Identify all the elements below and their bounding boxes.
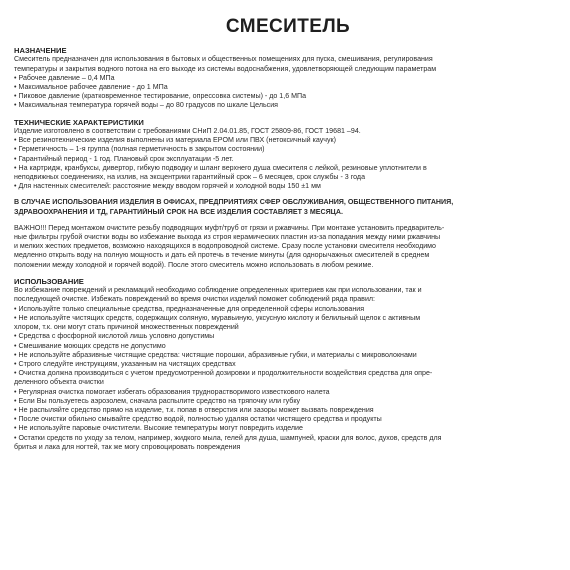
purpose-line: температуры и закрытия водного потока на его выходе из системы водоснабжения, удовлетворяющей следующим параметрам — [14, 64, 437, 73]
specs-line: • Для настенных смесителей: расстояние между вводом горячей и холодной воды 150 ±1 мм — [14, 182, 321, 191]
specs-heading: ТЕХНИЧЕСКИЕ ХАРАКТЕРИСТИКИ — [14, 117, 144, 127]
purpose-line: • Максимальное рабочее давление - до 1 МПа — [14, 83, 168, 92]
specs-line: неподвижных соединениях, на излив, на эксцентрики гарантийный срок – 6 месяцев, срок службы - 3 года — [14, 173, 366, 182]
usage-body — [14, 286, 562, 452]
specs-line: • Гарантийный период - 1 год. Плановый срок эксплуатации -5 лет. — [14, 154, 234, 163]
purpose-line: Смеситель предназначен для использования в бытовых и общественных помещениях для пуска, смешивания, регулирования — [14, 55, 433, 64]
usage-line: • Не используйте паровые очистители. Высокие температуры могут повредить изделие — [14, 424, 303, 433]
usage-line: • Строго следуйте инструкциям, указанным на чистящих средствах — [14, 359, 236, 368]
purpose-body — [14, 55, 562, 110]
usage-line: деленного объекта очистки — [14, 378, 104, 387]
important-line: ные фильтры грубой очистки воды во избежание выхода из строя керамических пластин из-за попадания между ними ржавчины — [14, 233, 441, 242]
usage-line: • Остатки средств по уходу за телом, например, жидкого мыла, гелей для душа, шампуней, краски для волос, духов, средств для — [14, 433, 442, 442]
usage-line: • Регулярная очистка помогает избегать образования труднорастворимого известкового налета — [14, 387, 330, 396]
usage-line: • Не используйте абразивные чистящие средства: чистящие порошки, абразивные губки, и материалы с микроволокнами — [14, 350, 417, 359]
specs-body — [14, 127, 562, 191]
important-line: положении между холодной и горячей водой). После этого смеситель можно использовать в любом режиме. — [14, 260, 374, 269]
purpose-line: • Рабочее давление – 0,4 МПа — [14, 73, 115, 82]
page-title: СМЕСИТЕЛЬ — [225, 16, 351, 37]
usage-line: Во избежание повреждений и рекламаций необходимо соблюдение определенных критериев как при использовании, так и — [14, 286, 422, 295]
usage-line: • Используйте только специальные средства, предназначенные для определенной сферы использования — [14, 304, 365, 313]
office-notice-body — [14, 198, 562, 216]
specs-line: • На картридж, кранбуксы, дивертор, гибкую подводку и шланг верхнего душа смесителя с лейкой, резиновые уплотнители в — [14, 163, 427, 172]
office-notice-line: В СЛУЧАЕ ИСПОЛЬЗОВАНИЯ ИЗДЕЛИЯ В ОФИСАХ, ПРЕДПРИЯТИЯХ СФЕР ОБСЛУЖИВАНИЯ, ОБЩЕСТВЕННОГО ПИТАНИЯ, — [14, 198, 454, 207]
purpose-heading: НАЗНАЧЕНИЕ — [14, 46, 67, 55]
usage-heading: ИСПОЛЬЗОВАНИЕ — [14, 276, 84, 286]
purpose-line: • Максимальная температура горячей воды – до 80 градусов по шкале Цельсия — [14, 101, 279, 110]
usage-line: • Не распыляйте средство прямо на изделие, т.к. попав в отверстия или зазоры может вызвать повреждения — [14, 405, 374, 414]
important-line: медленно открыть воду на полную мощность и дать ей протечь в течение минуты (для однорычажных смесителей в среднем — [14, 251, 430, 260]
purpose-section — [14, 46, 562, 111]
important-body — [14, 224, 562, 270]
usage-line: • Очистка должна производиться с учетом предусмотренной дозировки и продолжительности воздействия средства для опре- — [14, 369, 433, 378]
usage-line: • Средства с фосфорной кислотой лишь условно допустимы — [14, 332, 215, 341]
important-section — [14, 224, 562, 270]
office-notice-line: ЗДРАВООХРАНЕНИЯ И ТД, ГАРАНТИЙНЫЙ СРОК НА ВСЕ ИЗДЕЛИЯ СОСТАВЛЯЕТ 3 МЕСЯЦА. — [14, 207, 343, 216]
usage-line: • Если Вы пользуетесь аэрозолем, сначала распылите средство на тряпочку или губку — [14, 396, 301, 405]
usage-line: бритья и лака для ногтей, так же могу спровоцировать повреждения — [14, 442, 241, 451]
specs-line: • Герметичность – 1-я группа (полная герметичность в закрытом состоянии) — [14, 145, 265, 154]
specs-line: Изделие изготовлено в соответствии с требованиями СНиП 2.04.01.85, ГОСТ 25809-86, ГОСТ 19681 –94. — [14, 127, 361, 136]
office-notice-section — [14, 198, 562, 216]
purpose-line: • Пиковое давление (кратковременное тестирование, опрессовка системы) - до 1,6 МПа — [14, 92, 307, 101]
specs-line: • Все резинотехнические изделия выполнены из материала EPOM или ПВХ (нетоксичный каучук) — [14, 136, 336, 145]
usage-line: • Не используйте чистящих средств, содержащих соляную, муравьиную, уксусную кислоту и белильный щелок с активным — [14, 313, 421, 322]
usage-line: • После очистки обильно смывайте средство водой, полностью удаляя остатки чистящего средства и продукты — [14, 415, 382, 424]
usage-line: последующей очистке. Избежать повреждений во время очистки изделий поможет соблюдений ряда правил: — [14, 295, 376, 304]
usage-line: хлором, т.к. они могут стать причиной множественных повреждений — [14, 323, 239, 332]
usage-section — [14, 277, 562, 452]
usage-line: • Смешивание моющих средств не допустимо — [14, 341, 166, 350]
important-line: и мелких жестких предметов, возможно находящихся в водопроводной системе. Сразу после установки смесителя необходимо — [14, 242, 437, 251]
specs-section — [14, 118, 562, 192]
important-line: ВАЖНО!!! Перед монтажом очистите резьбу подводящих муфт/труб от грязи и ржавчины. При монтаже установить предваритель- — [14, 223, 445, 232]
